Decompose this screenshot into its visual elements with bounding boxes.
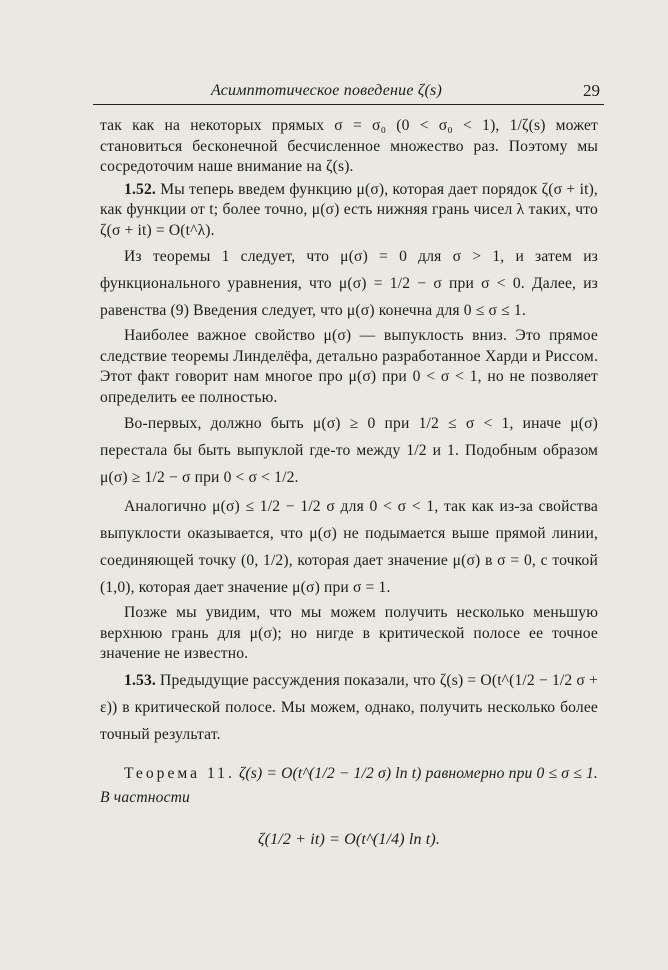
paragraph: [100, 667, 598, 748]
paragraph: Во-первых, должно быть μ(σ) ≥ 0 при 1/2 ≤ σ < 1, иначе μ(σ) перестала бы быть выпуклой где-то между 1/2 и 1. Подобным образом μ(σ) ≥ 1/2 − σ при 0 < σ < 1/2.: [100, 415, 598, 486]
theorem-statement-cont: В частности: [100, 788, 191, 806]
section-number: 1.53.: [124, 671, 156, 689]
theorem-statement: равномерно при 0 ≤ σ ≤ 1.: [425, 764, 598, 782]
body-text: [100, 116, 598, 850]
paragraph: так как на некоторых прямых σ = σ₀ (0 < σ₀ < 1), 1/ζ(s) может становиться бесконечной бесчисленное множество раз. Поэтому мы сосредоточим наше внимание на ζ(s).: [100, 117, 598, 175]
theorem-formula: ζ(s) = O(t^(1/2 − 1/2 σ) ln t): [238, 764, 422, 782]
running-title: Асимптотическое поведение ζ(s): [211, 82, 442, 99]
display-formula: ζ(1/2 + it) = O(t^(1/4) ln t).: [258, 830, 440, 848]
paragraph-text: Предыдущие рассуждения показали, что ζ(s) = O(t^(1/2 − 1/2 σ + ε)) в критической полосе. Мы можем, однако, получить несколько более точный результат.: [100, 671, 598, 743]
section-number: 1.52.: [124, 180, 156, 198]
paragraph: Наиболее важное свойство μ(σ) — выпуклость вниз. Это прямое следствие теоремы Линделёфа, детально разработанное Харди и Риссом. Этот факт говорит нам многое про μ(σ) при 0 < σ < 1, но не позволяет определить ее полностью.: [100, 327, 598, 406]
paragraph-text: Мы теперь введем функцию μ(σ), которая дает порядок ζ(σ + it), как функции от t; более точно, μ(σ) есть нижняя грань чисел λ таких, что ζ(σ + it) = O(t^λ).: [100, 180, 598, 239]
theorem: [100, 762, 598, 810]
paragraph: Позже мы увидим, что мы можем получить несколько меньшую верхнюю грань для μ(σ); но нигде в критической полосе ее точное значение не известно.: [100, 604, 598, 662]
page-number: 29: [583, 81, 600, 100]
theorem-label: Теорема 11.: [124, 764, 235, 782]
running-head: [93, 82, 604, 105]
paragraph: Аналогично μ(σ) ≤ 1/2 − 1/2 σ для 0 < σ < 1, так как из-за свойства выпуклости оказывается, что μ(σ) не подымается выше прямой линии, соединяющей точку (0, 1/2), которая дает значение μ(σ) в σ = 0, с точкой (1,0), которая дает значение μ(σ) при σ = 1.: [100, 498, 598, 596]
paragraph: [100, 180, 598, 242]
paragraph: Из теоремы 1 следует, что μ(σ) = 0 для σ > 1, и затем из функционального уравнения, что μ(σ) = 1/2 − σ при σ < 0. Далее, из равенства (9) Введения следует, что μ(σ) конечна для 0 ≤ σ ≤ 1.: [100, 248, 598, 319]
